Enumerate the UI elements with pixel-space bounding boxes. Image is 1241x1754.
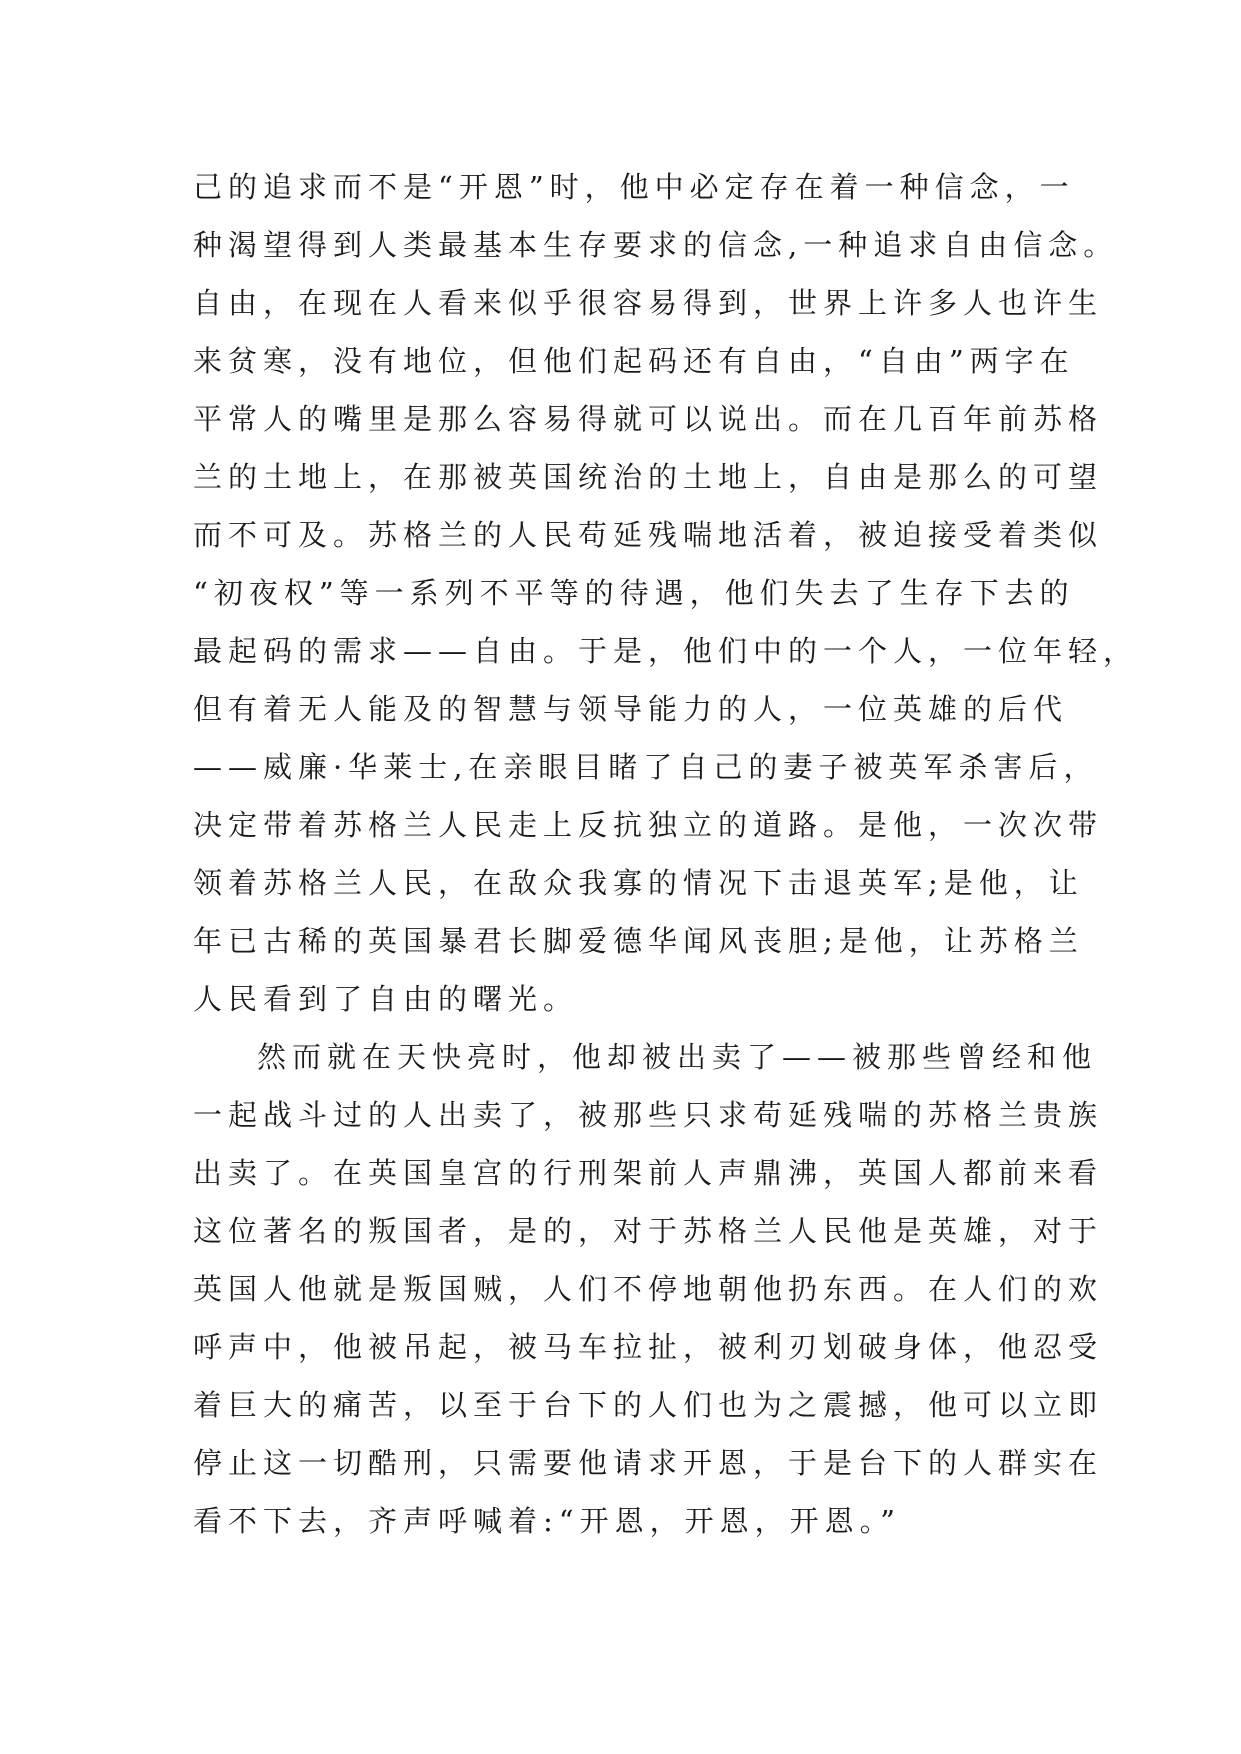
text-line: 自由，在现在人看来似乎很容易得到，世界上许多人也许生 <box>193 286 1104 320</box>
text-line: 看不下去，齐声呼喊着:“开恩，开恩，开恩。” <box>193 1504 901 1538</box>
paragraph-2 <box>193 1028 1104 1550</box>
body-text <box>193 158 1139 1550</box>
text-line: 人民看到了自由的曙光。 <box>193 982 579 1016</box>
text-line: ——威廉·华莱士,在亲眼目睹了自己的妻子被英军杀害后， <box>193 750 1099 784</box>
text-line: 领着苏格兰人民，在敌众我寡的情况下击退英军;是他，让 <box>193 866 1084 900</box>
text-line: 一起战斗过的人出卖了，被那些只求苟延残喘的苏格兰贵族 <box>193 1098 1104 1132</box>
text-line: 着巨大的痛苦，以至于台下的人们也为之震撼，他可以立即 <box>193 1388 1104 1422</box>
text-line: 出卖了。在英国皇宫的行刑架前人声鼎沸，英国人都前来看 <box>193 1156 1104 1190</box>
text-line: 决定带着苏格兰人民走上反抗独立的道路。是他，一次次带 <box>193 808 1104 842</box>
text-line: 停止这一切酷刑，只需要他请求开恩，于是台下的人群实在 <box>193 1446 1104 1480</box>
text-line: 平常人的嘴里是那么容易得就可以说出。而在几百年前苏格 <box>193 402 1104 436</box>
text-line: 来贫寒，没有地位，但他们起码还有自由，“自由”两字在 <box>193 344 1075 378</box>
text-line: 种渴望得到人类最基本生存要求的信念,一种追求自由信念。 <box>193 228 1119 262</box>
text-line: 最起码的需求——自由。于是，他们中的一个人，一位年轻， <box>193 634 1139 668</box>
text-line: 这位著名的叛国者，是的，对于苏格兰人民他是英雄，对于 <box>193 1214 1104 1248</box>
text-line: 然而就在天快亮时，他却被出卖了——被那些曾经和他 <box>257 1040 1098 1074</box>
text-line: “初夜权”等一系列不平等的待遇，他们失去了生存下去的 <box>193 576 1075 610</box>
text-line: 呼声中，他被吊起，被马车拉扯，被利刃划破身体，他忍受 <box>193 1330 1104 1364</box>
paragraph-1 <box>193 158 1139 1028</box>
text-line: 而不可及。苏格兰的人民苟延残喘地活着，被迫接受着类似 <box>193 518 1104 552</box>
text-line: 但有着无人能及的智慧与领导能力的人，一位英雄的后代 <box>193 692 1069 726</box>
text-line: 兰的土地上，在那被英国统治的土地上，自由是那么的可望 <box>193 460 1104 494</box>
text-line: 英国人他就是叛国贼，人们不停地朝他扔东西。在人们的欢 <box>193 1272 1104 1306</box>
text-line: 己的追求而不是“开恩”时，他中必定存在着一种信念，一 <box>193 170 1075 204</box>
text-line: 年已古稀的英国暴君长脚爱德华闻风丧胆;是他，让苏格兰 <box>193 924 1084 958</box>
